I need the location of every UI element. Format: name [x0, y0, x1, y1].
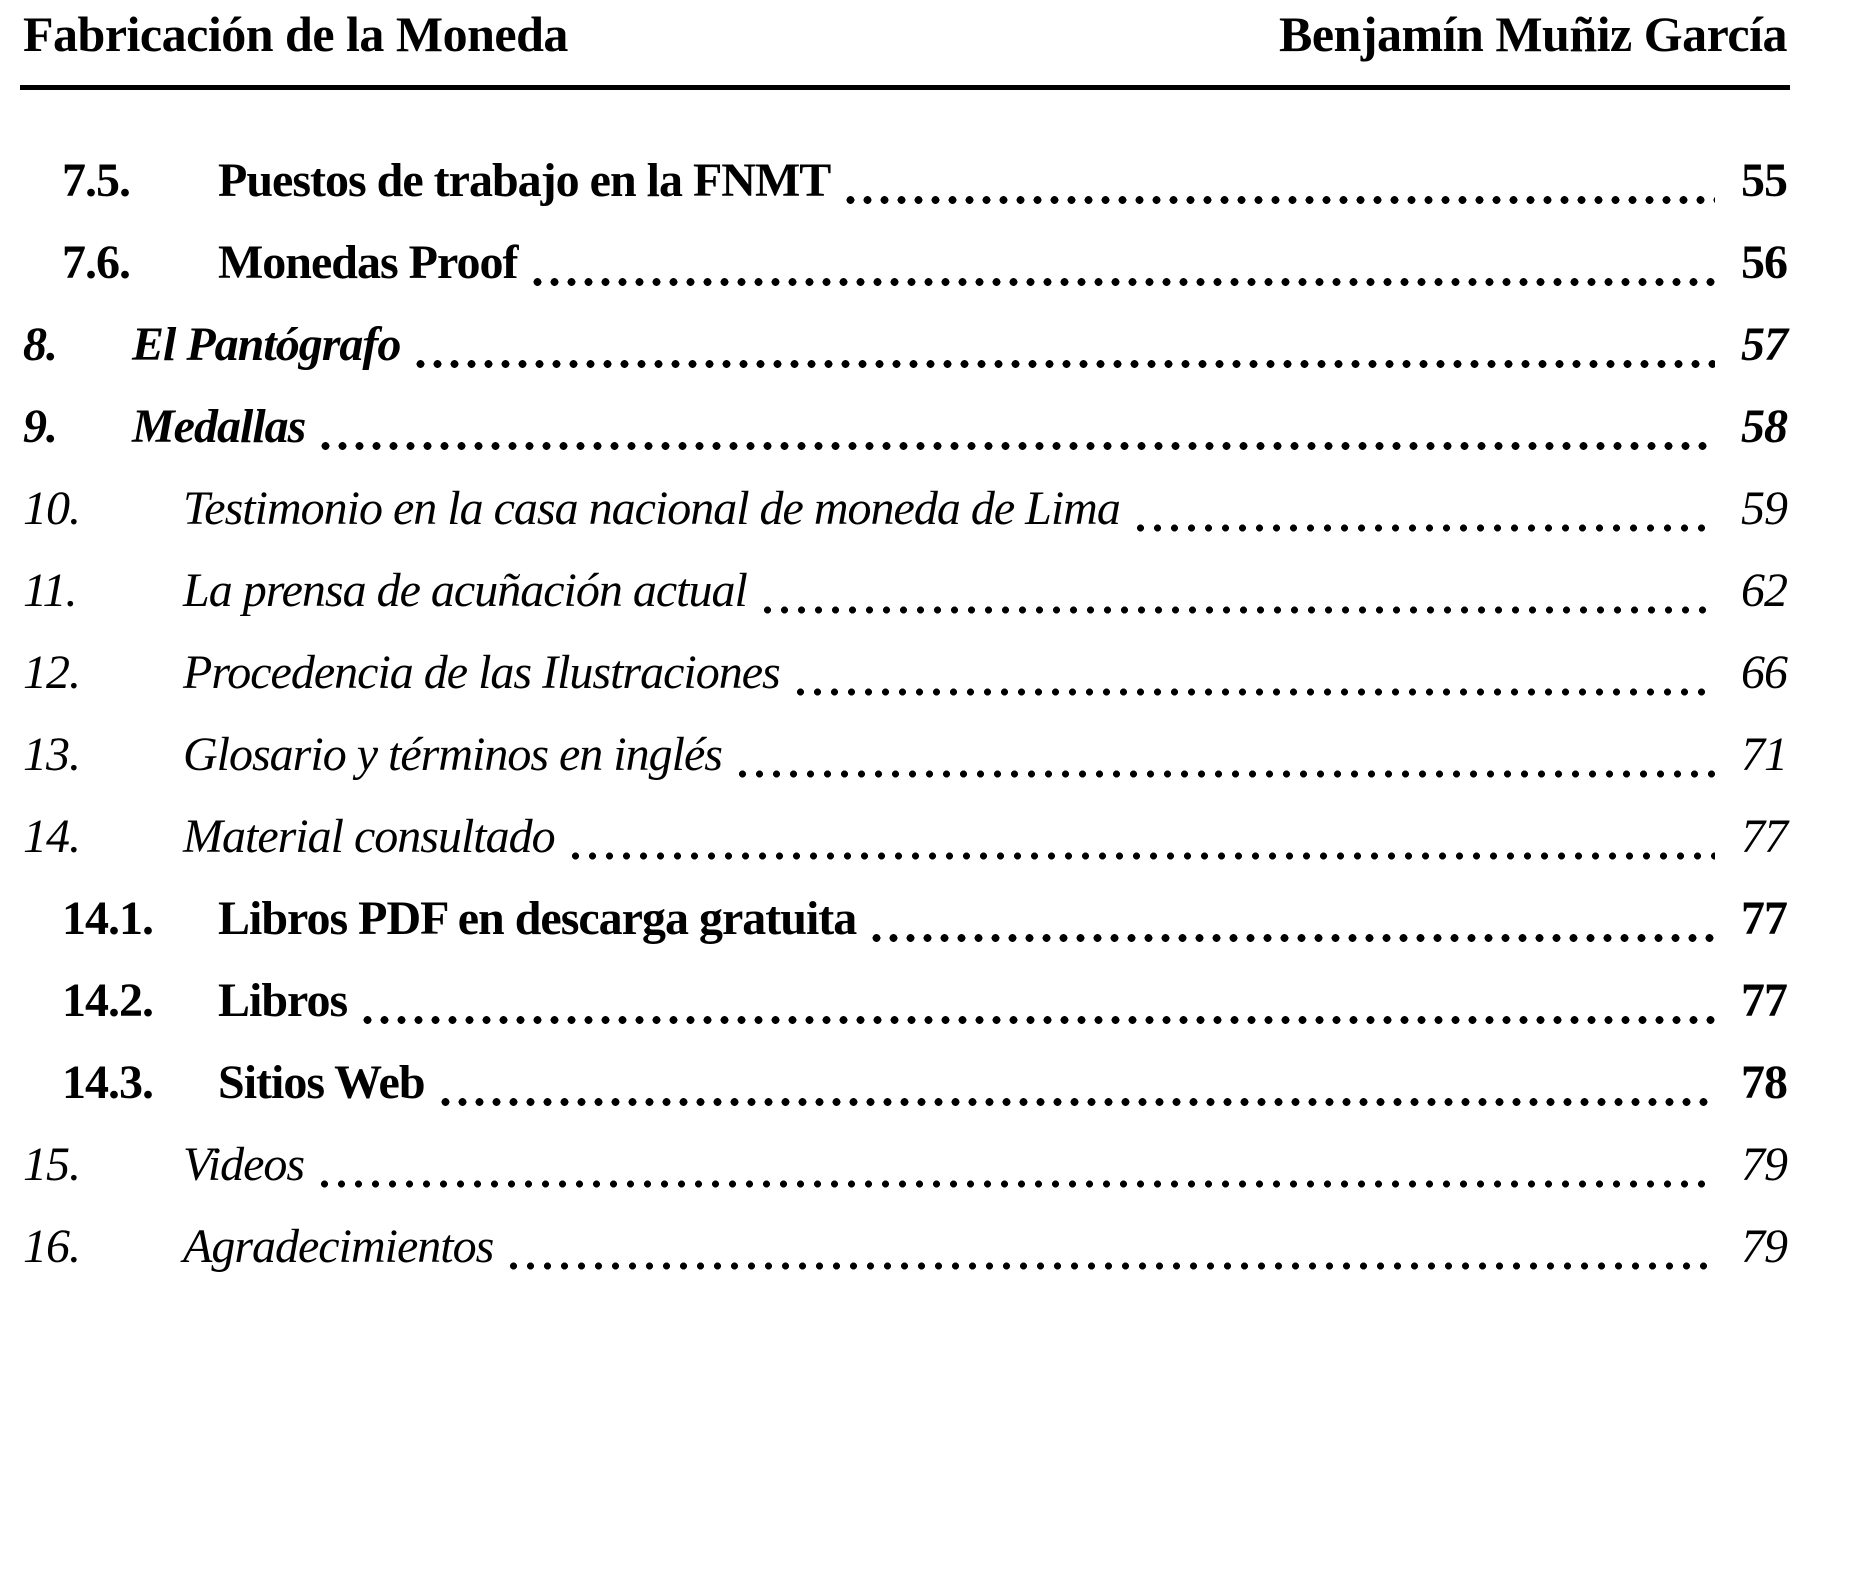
page-number: 57	[1741, 318, 1787, 371]
toc-entry-number: 12.	[23, 646, 80, 699]
page-number: 77	[1741, 892, 1787, 945]
toc-entry[interactable]	[0, 1124, 1787, 1206]
toc-entry-number: 14.1.	[62, 892, 153, 945]
page-header	[0, 0, 1858, 62]
toc-entry[interactable]	[0, 796, 1787, 878]
toc-entry-number: 7.6.	[62, 236, 130, 289]
toc-entry[interactable]	[0, 140, 1787, 222]
toc-entry-number: 7.5.	[62, 154, 130, 207]
page-number: 71	[1741, 728, 1787, 781]
dot-leader	[563, 796, 1715, 878]
toc-entry-number: 11.	[23, 564, 77, 617]
toc-entry[interactable]	[0, 386, 1787, 468]
dot-leader	[1128, 468, 1715, 550]
dot-leader	[788, 632, 1715, 714]
toc-entry-number: 10.	[23, 482, 80, 535]
author-name: Benjamín Muñiz García	[1278, 6, 1787, 62]
page-number: 77	[1741, 810, 1787, 863]
dot-leader	[408, 304, 1715, 386]
toc-entry[interactable]	[0, 878, 1787, 960]
toc-entry-title: Medallas	[132, 400, 306, 453]
toc-entry-title: Agradecimientos	[183, 1220, 494, 1273]
dot-leader	[755, 550, 1715, 632]
toc-entry-title: Videos	[183, 1138, 305, 1191]
toc-entry-title: Glosario y términos en inglés	[183, 728, 722, 781]
dot-leader	[864, 878, 1715, 960]
dot-leader	[355, 960, 1715, 1042]
header-rule	[20, 85, 1790, 90]
page-number: 55	[1741, 154, 1787, 207]
toc-entry[interactable]	[0, 1206, 1787, 1288]
toc-entry-number: 14.	[23, 810, 80, 863]
toc-entry[interactable]	[0, 222, 1787, 304]
page-number: 77	[1741, 974, 1787, 1027]
toc-entry[interactable]	[0, 550, 1787, 632]
toc-entry-number: 8.	[23, 318, 57, 371]
dot-leader	[433, 1042, 1715, 1124]
page-number: 79	[1741, 1138, 1787, 1191]
table-of-contents	[0, 140, 1858, 1288]
toc-entry[interactable]	[0, 960, 1787, 1042]
toc-entry-title: El Pantógrafo	[132, 318, 401, 371]
dot-leader	[838, 140, 1715, 222]
page-number: 78	[1741, 1056, 1787, 1109]
toc-entry[interactable]	[0, 304, 1787, 386]
toc-entry-number: 16.	[23, 1220, 80, 1273]
toc-entry-title: Testimonio en la casa nacional de moneda de Lima	[183, 482, 1120, 535]
page-number: 56	[1741, 236, 1787, 289]
toc-entry-number: 13.	[23, 728, 80, 781]
toc-entry-number: 9.	[23, 400, 57, 453]
toc-entry-title: Sitios Web	[218, 1056, 425, 1109]
dot-leader	[501, 1206, 1715, 1288]
dot-leader	[312, 1124, 1715, 1206]
toc-entry-title: Material consultado	[183, 810, 555, 863]
toc-entry-number: 14.2.	[62, 974, 153, 1027]
document-title: Fabricación de la Moneda	[23, 6, 568, 62]
toc-entry-title: Libros	[218, 974, 348, 1027]
page-number: 66	[1741, 646, 1787, 699]
page-number: 58	[1741, 400, 1787, 453]
dot-leader	[525, 222, 1715, 304]
toc-entry-title: Procedencia de las Ilustraciones	[183, 646, 780, 699]
toc-entry-title: La prensa de acuñación actual	[183, 564, 747, 617]
page-number: 59	[1741, 482, 1787, 535]
toc-entry-title: Puestos de trabajo en la FNMT	[218, 154, 831, 207]
toc-entry[interactable]	[0, 468, 1787, 550]
toc-entry[interactable]	[0, 632, 1787, 714]
dot-leader	[313, 386, 1715, 468]
toc-entry-title: Monedas Proof	[218, 236, 518, 289]
toc-entry[interactable]	[0, 714, 1787, 796]
page-number: 79	[1741, 1220, 1787, 1273]
page-number: 62	[1741, 564, 1787, 617]
toc-entry-number: 15.	[23, 1138, 80, 1191]
toc-entry-number: 14.3.	[62, 1056, 153, 1109]
toc-entry[interactable]	[0, 1042, 1787, 1124]
toc-entry-title: Libros PDF en descarga gratuita	[218, 892, 857, 945]
dot-leader	[730, 714, 1715, 796]
